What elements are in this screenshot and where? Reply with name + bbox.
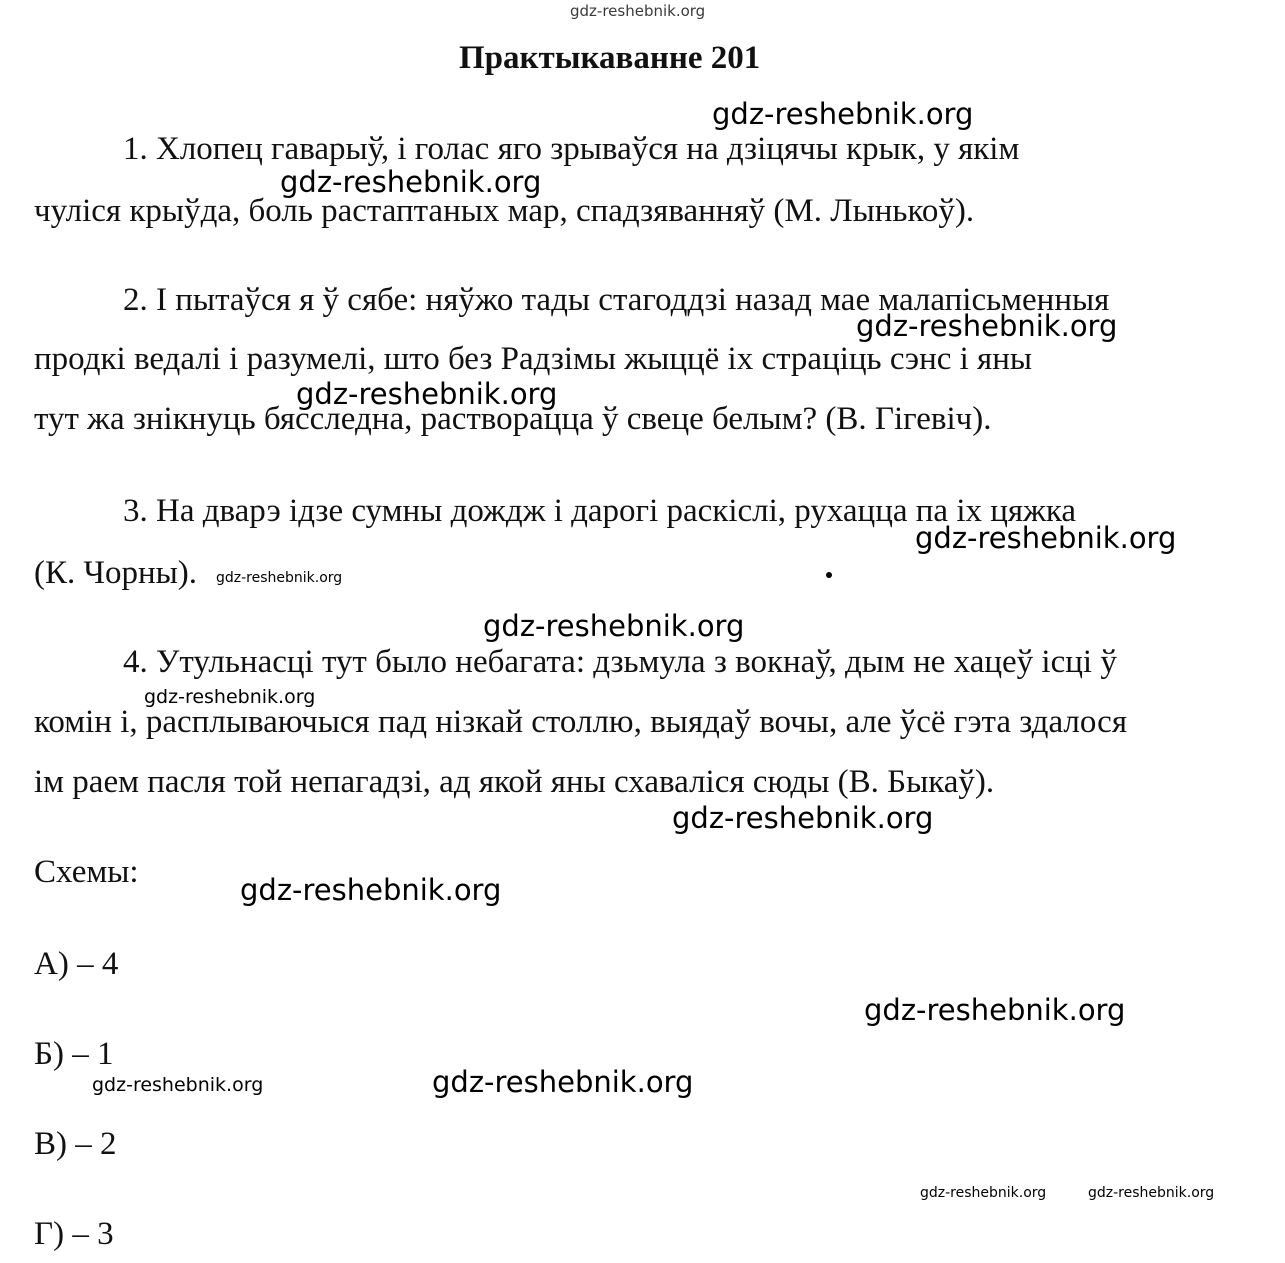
watermark: gdz-reshebnik.org bbox=[144, 686, 316, 708]
watermark: gdz-reshebnik.org bbox=[856, 309, 1118, 343]
answer-a: А) – 4 bbox=[34, 946, 119, 982]
answer-b: Б) – 1 bbox=[34, 1036, 114, 1072]
watermark: gdz-reshebnik.org bbox=[92, 1074, 264, 1096]
watermark: gdz-reshebnik.org bbox=[296, 377, 558, 411]
paragraph-2-line-3: тут жа знікнуць бясследна, растворацца ў свеце белым? (В. Гігевіч). bbox=[34, 401, 992, 437]
schemes-label: Схемы: bbox=[34, 854, 139, 890]
watermark: gdz-reshebnik.org bbox=[240, 873, 502, 907]
watermark: gdz-reshebnik.org bbox=[280, 165, 542, 199]
paragraph-2-line-2: продкі ведалі і разумелі, што без Радзімы жыццё іх страціць сэнс і яны bbox=[34, 341, 1033, 377]
watermark: gdz-reshebnik.org bbox=[216, 570, 343, 586]
stray-dot bbox=[826, 572, 832, 578]
answer-c: В) – 2 bbox=[34, 1126, 117, 1162]
watermark: gdz-reshebnik.org bbox=[712, 97, 974, 131]
paragraph-4-line-2: комін і, расплываючыся пад нізкай столлю, выядаў вочы, але ўсё гэта здалося bbox=[34, 704, 1128, 740]
watermark: gdz-reshebnik.org bbox=[915, 521, 1177, 555]
paragraph-4-line-1: 4. Утульнасці тут было небагата: дзьмула з вокнаў, дым не хацеў ісці ў bbox=[123, 644, 1117, 680]
watermark: gdz-reshebnik.org bbox=[672, 801, 934, 835]
paragraph-1-line-2: чуліся крыўда, боль растаптаных мар, спадзяванняў (М. Лынькоў). bbox=[34, 193, 975, 229]
watermark: gdz-reshebnik.org bbox=[570, 2, 706, 20]
watermark: gdz-reshebnik.org bbox=[920, 1185, 1047, 1201]
paragraph-1-line-1: 1. Хлопец гаварыў, і голас яго зрываўся на дзіцячы крык, у якім bbox=[123, 131, 1020, 167]
watermark: gdz-reshebnik.org bbox=[432, 1065, 694, 1099]
page-title: Практыкаванне 201 bbox=[459, 40, 761, 76]
paragraph-3-line-1: 3. На дварэ ідзе сумны дождж і дарогі раскіслі, рухацца па іх цяжка bbox=[123, 493, 1077, 529]
paragraph-2-line-1: 2. І пытаўся я ў сябе: няўжо тады стагоддзі назад мае малапісьменныя bbox=[123, 282, 1110, 318]
watermark: gdz-reshebnik.org bbox=[1088, 1185, 1215, 1201]
paragraph-4-line-3: ім раем пасля той непагадзі, ад якой яны схаваліся сюды (В. Быкаў). bbox=[34, 764, 995, 800]
answer-d: Г) – 3 bbox=[34, 1216, 114, 1252]
watermark: gdz-reshebnik.org bbox=[483, 609, 745, 643]
watermark: gdz-reshebnik.org bbox=[864, 993, 1126, 1027]
paragraph-3-line-2: (К. Чорны). bbox=[34, 555, 198, 591]
